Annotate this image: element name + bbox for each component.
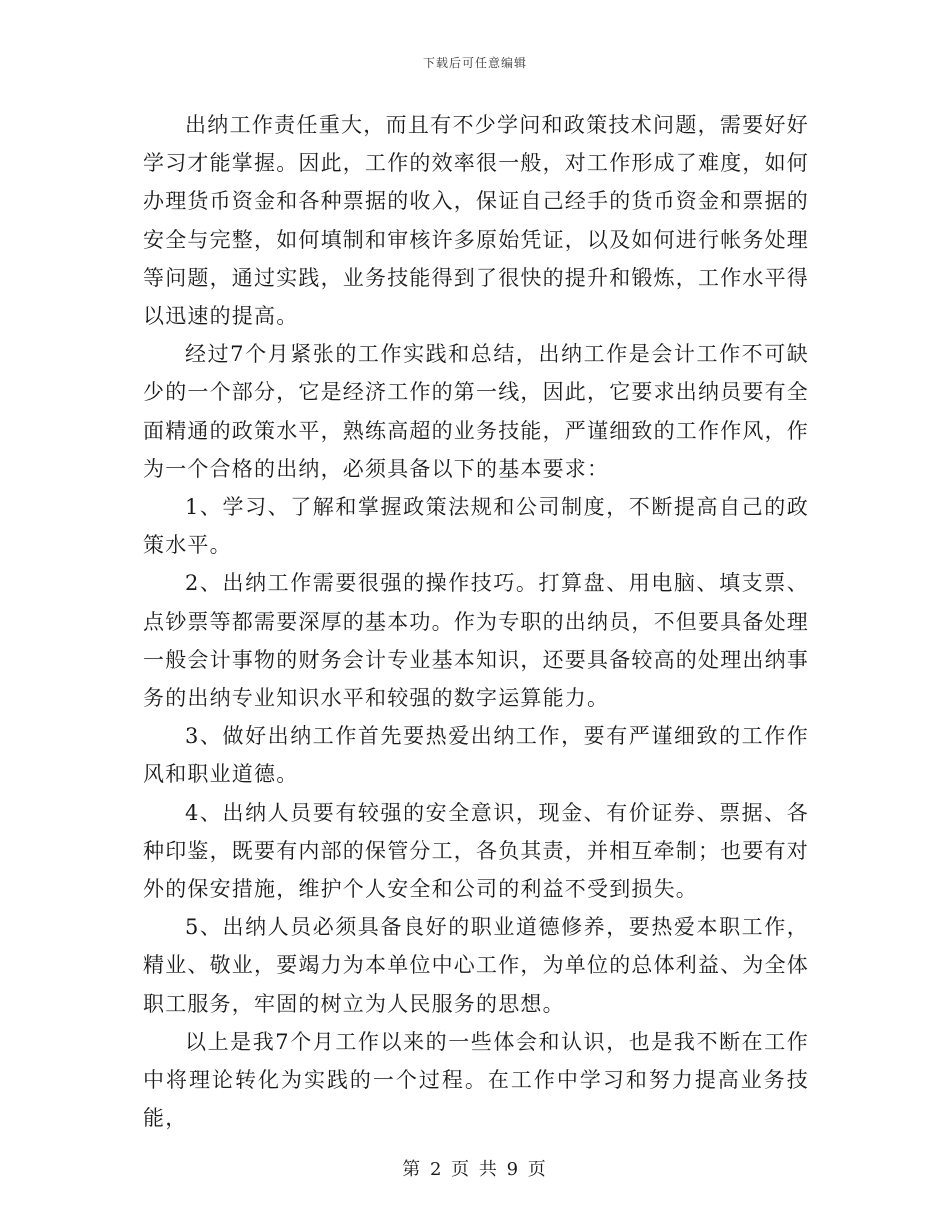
list-item-1: 1、学习、了解和掌握政策法规和公司制度，不断提高自己的政策水平。 <box>143 495 809 558</box>
page-header: 下载后可任意编辑 <box>422 56 527 70</box>
list-item-3: 3、做好出纳工作首先要热爱出纳工作，要有严谨细致的工作作风和职业道德。 <box>143 724 809 787</box>
paragraph-3: 以上是我7个月工作以来的一些体会和认识，也是我不断在工作中将理论转化为实践的一个过程。在工作中学习和努力提高业务技能， <box>143 1029 809 1131</box>
paragraph-1: 出纳工作责任重大，而且有不少学问和政策技术问题，需要好好学习才能掌握。因此，工作的效率很一般，对工作形成了难度，如何办理货币资金和各种票据的收入，保证自己经手的货币资金和票据的安全与完整，如何填制和审核许多原始凭证，以及如何进行帐务处理等问题，通过实践，业务技能得到了很快的提升和锻炼，工作水平得以迅速的提高。 <box>143 113 809 329</box>
list-item-2: 2、出纳工作需要很强的操作技巧。打算盘、用电脑、填支票、点钞票等都需要深厚的基本功。作为专职的出纳员，不但要具备处理一般会计事物的财务会计专业基本知识，还要具备较高的处理出纳事务的出纳专业知识水平和较强的数字运算能力。 <box>143 571 809 711</box>
page-number: 第 2 页 共 9 页 <box>402 1159 548 1180</box>
list-item-5: 5、出纳人员必须具备良好的职业道德修养，要热爱本职工作，精业、敬业，要竭力为本单位中心工作，为单位的总体利益、为全体职工服务，牢固的树立为人民服务的思想。 <box>143 915 809 1016</box>
paragraph-2: 经过7个月紧张的工作实践和总结，出纳工作是会计工作不可缺少的一个部分，它是经济工作的第一线，因此，它要求出纳员要有全面精通的政策水平，熟练高超的业务技能，严谨细致的工作作风，作为一个合格的出纳，必须具备以下的基本要求： <box>143 342 809 481</box>
list-item-4: 4、出纳人员要有较强的安全意识，现金、有价证券、票据、各种印鉴，既要有内部的保管分工，各负其责，并相互牵制；也要有对外的保安措施，维护个人安全和公司的利益不受到损失。 <box>143 800 809 902</box>
document-body <box>143 106 809 1137</box>
